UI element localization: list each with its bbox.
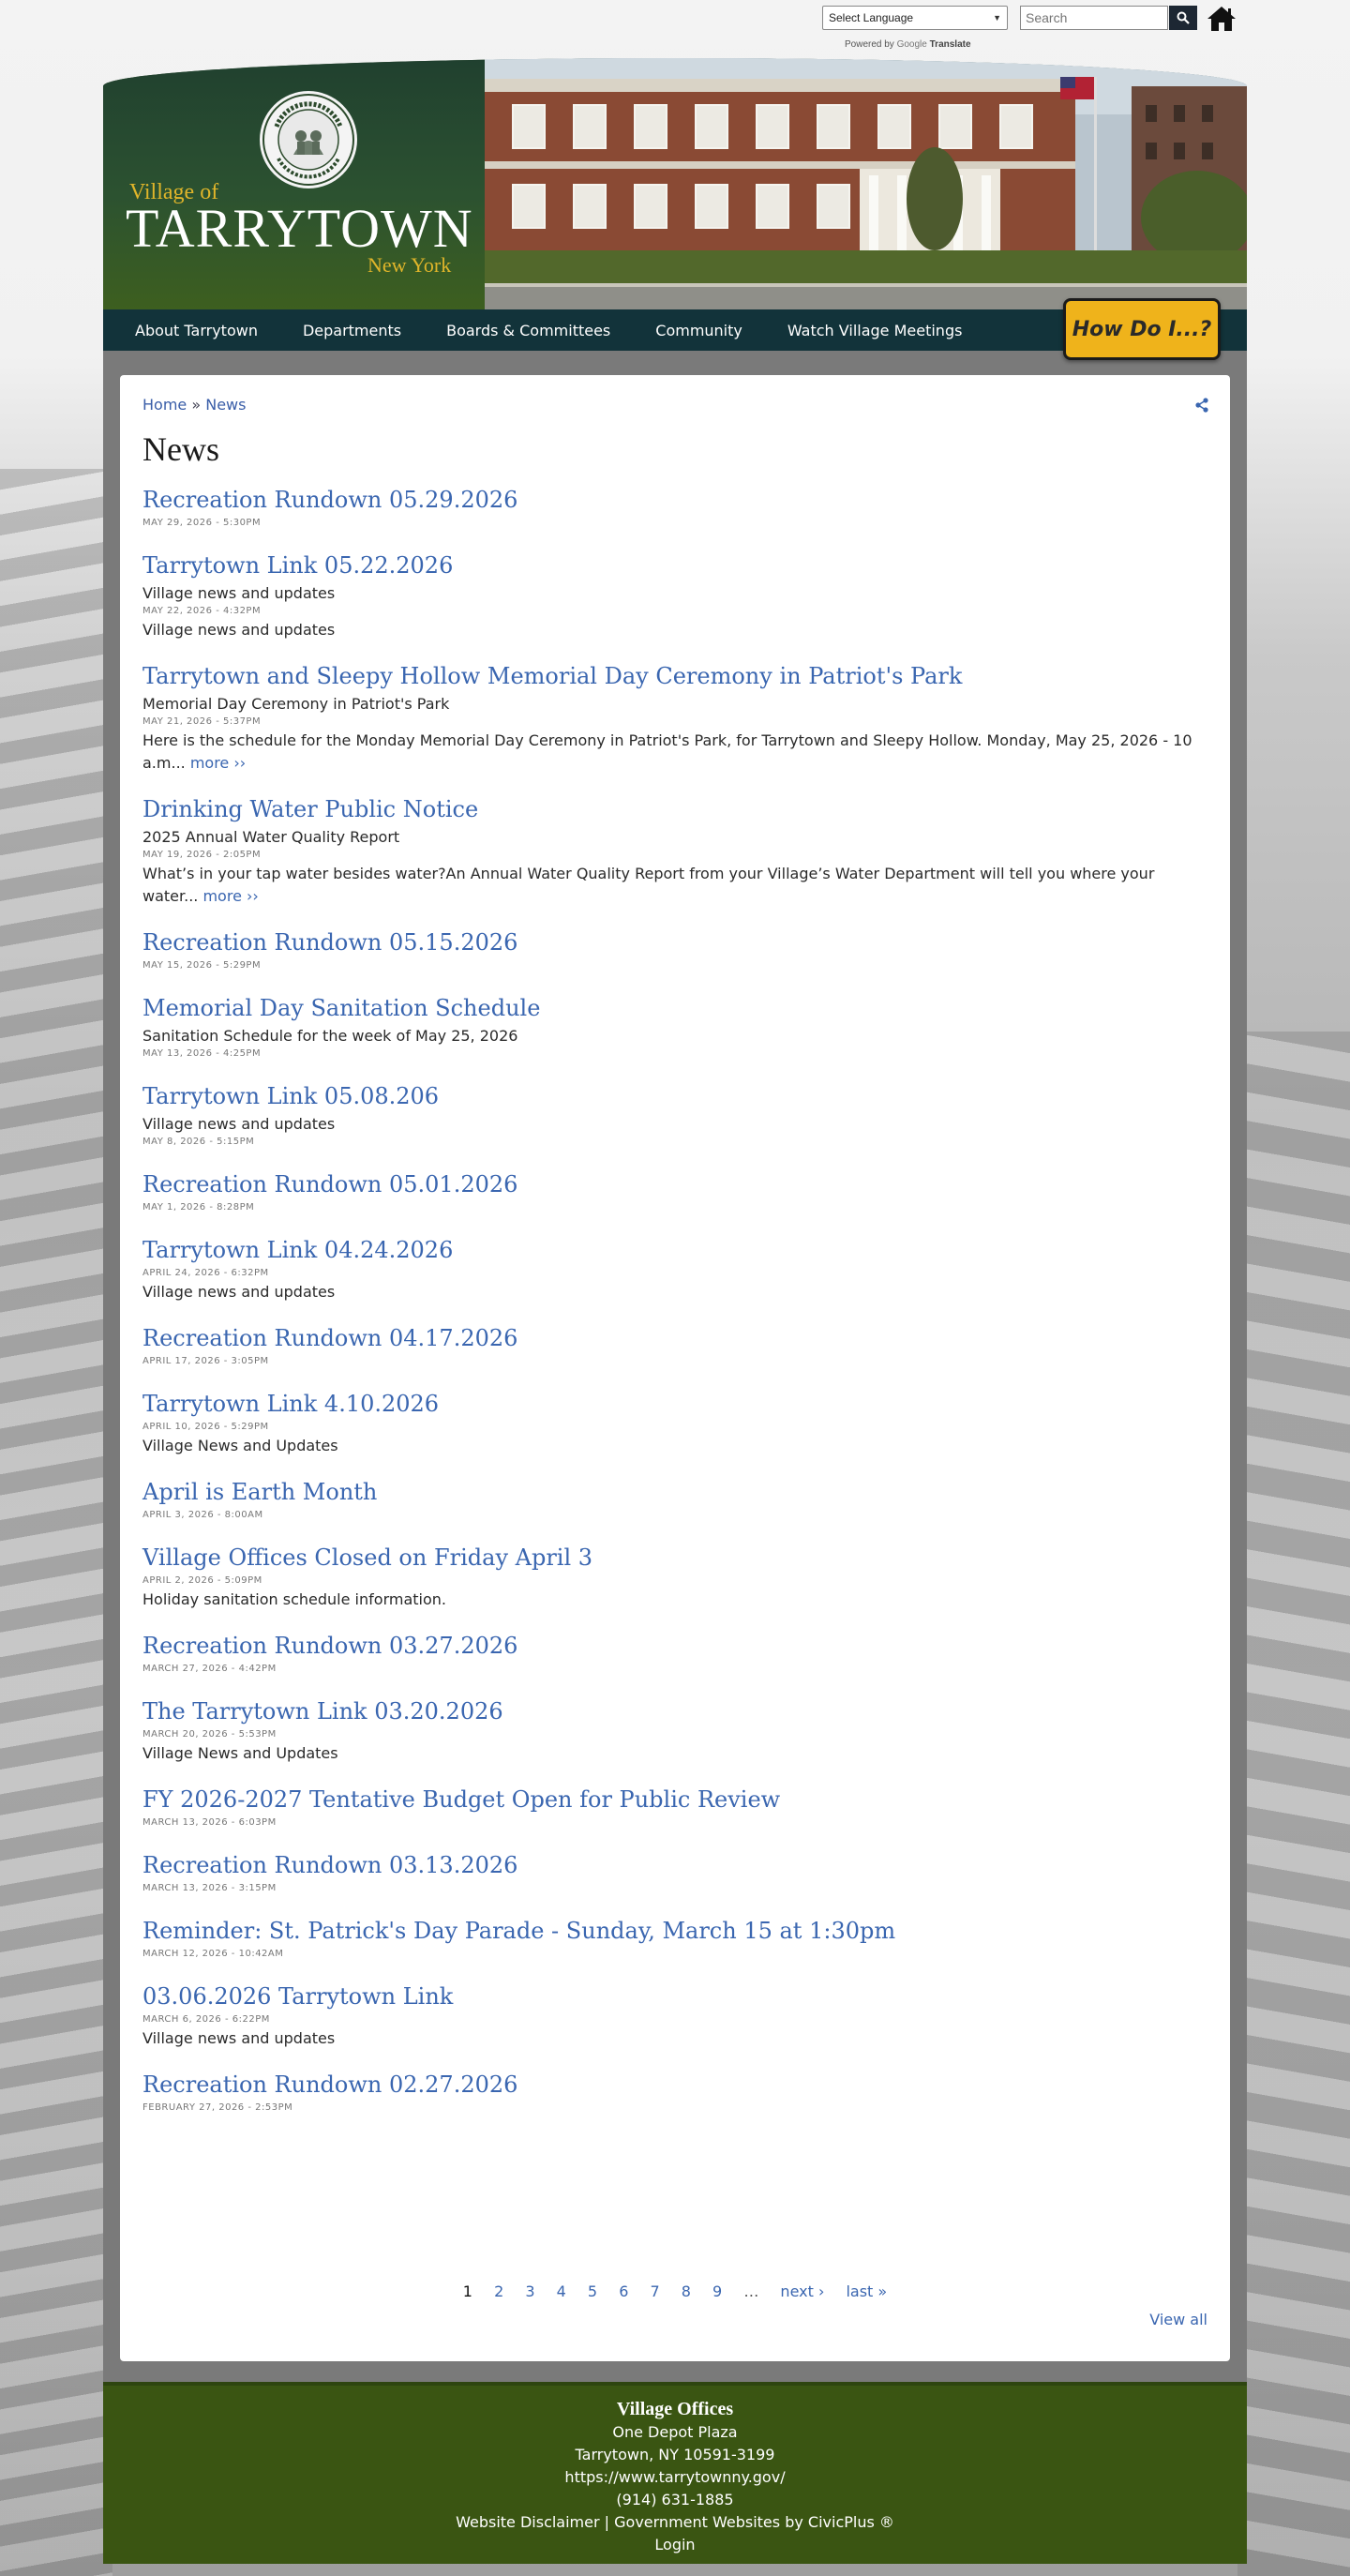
view-all-link[interactable]: View all xyxy=(1149,2311,1208,2328)
pager-last-link[interactable]: last » xyxy=(846,2282,888,2300)
news-item xyxy=(142,795,1208,908)
news-list xyxy=(142,486,1208,2136)
news-item xyxy=(142,1478,1208,1523)
pagination xyxy=(120,2282,1230,2300)
news-title-link[interactable]: Tarrytown Link 05.08.206 xyxy=(142,1083,440,1109)
how-do-i-button[interactable]: How Do I...? xyxy=(1063,298,1221,360)
language-select[interactable] xyxy=(822,6,1008,30)
news-description xyxy=(142,863,1208,908)
search-button[interactable] xyxy=(1169,6,1197,30)
news-title-link[interactable]: 03.06.2026 Tarrytown Link xyxy=(142,1983,454,2010)
nav-item-boards[interactable]: Boards & Committees xyxy=(446,321,611,339)
pager-page-link[interactable]: 7 xyxy=(650,2282,660,2300)
news-description: Village News and Updates xyxy=(142,1744,338,1762)
brand-state: New York xyxy=(368,253,452,277)
news-description: Holiday sanitation schedule information. xyxy=(142,1590,446,1608)
news-date: MAY 29, 2026 - 5:30PM xyxy=(142,518,262,528)
news-subtitle: Memorial Day Ceremony in Patriot's Park xyxy=(142,695,450,713)
news-date: MAY 13, 2026 - 4:25PM xyxy=(142,1048,262,1059)
news-item xyxy=(142,1697,1208,1765)
news-date: MARCH 13, 2026 - 6:03PM xyxy=(142,1817,277,1828)
footer-links[interactable]: Website Disclaimer | Government Websites by CivicPlus ® xyxy=(456,2513,894,2531)
news-item xyxy=(142,994,1208,1062)
news-item xyxy=(142,1982,1208,2050)
pager-page-link[interactable]: 4 xyxy=(556,2282,566,2300)
breadcrumb-current-link[interactable]: News xyxy=(205,396,247,414)
news-item xyxy=(142,1082,1208,1150)
footer-address-line2: Tarrytown, NY 10591-3199 xyxy=(575,2446,775,2463)
share-icon[interactable] xyxy=(1194,398,1209,413)
news-date: MARCH 13, 2026 - 3:15PM xyxy=(142,1883,277,1893)
news-title-link[interactable]: FY 2026-2027 Tentative Budget Open for Public Review xyxy=(142,1786,781,1813)
news-title-link[interactable]: Recreation Rundown 05.15.2026 xyxy=(142,929,518,956)
news-date: MARCH 27, 2026 - 4:42PM xyxy=(142,1664,277,1674)
search-icon xyxy=(1177,11,1190,24)
news-title-link[interactable]: Recreation Rundown 05.01.2026 xyxy=(142,1171,518,1198)
news-title-link[interactable]: Memorial Day Sanitation Schedule xyxy=(142,995,541,1021)
powered-by-label: Powered by xyxy=(845,39,894,50)
news-item xyxy=(142,2071,1208,2116)
nav-item-watch-meetings[interactable]: Watch Village Meetings xyxy=(787,321,963,339)
breadcrumb-separator: » xyxy=(191,396,202,414)
news-item xyxy=(142,486,1208,531)
village-seal-icon xyxy=(258,89,359,190)
news-subtitle: Sanitation Schedule for the week of May 25, 2026 xyxy=(142,1027,518,1045)
nav-item-community[interactable]: Community xyxy=(655,321,742,339)
news-item xyxy=(142,1390,1208,1457)
news-item xyxy=(142,1544,1208,1611)
news-subtitle: Village news and updates xyxy=(142,1115,336,1133)
news-item xyxy=(142,662,1208,775)
nav-item-departments[interactable]: Departments xyxy=(302,321,402,339)
pager-page-link[interactable]: 3 xyxy=(525,2282,535,2300)
pager-page-link[interactable]: 5 xyxy=(587,2282,598,2300)
news-date: MAY 22, 2026 - 4:32PM xyxy=(142,606,262,616)
news-description: Village news and updates xyxy=(142,621,336,639)
search-input[interactable] xyxy=(1020,6,1168,30)
footer-title: Village Offices xyxy=(616,2399,734,2419)
nav-item-about[interactable]: About Tarrytown xyxy=(135,321,258,339)
news-date: MAY 8, 2026 - 5:15PM xyxy=(142,1137,255,1147)
page-title: News xyxy=(142,430,219,468)
news-date: MAY 19, 2026 - 2:05PM xyxy=(142,850,262,860)
main-wrapper xyxy=(103,351,1247,2382)
news-title-link[interactable]: April is Earth Month xyxy=(142,1479,378,1505)
breadcrumb xyxy=(142,396,246,414)
news-title-link[interactable]: Recreation Rundown 03.13.2026 xyxy=(142,1852,518,1878)
news-date: MAY 15, 2026 - 5:29PM xyxy=(142,960,262,971)
news-title-link[interactable]: Reminder: St. Patrick's Day Parade - Sunday, March 15 at 1:30pm xyxy=(142,1918,896,1944)
news-title-link[interactable]: Tarrytown Link 4.10.2026 xyxy=(142,1391,440,1417)
news-item xyxy=(142,1851,1208,1896)
chevron-down-icon: ▼ xyxy=(993,13,1001,23)
news-item xyxy=(142,1324,1208,1369)
pager-page-link[interactable]: 2 xyxy=(494,2282,504,2300)
news-description xyxy=(142,730,1208,775)
brand-village-of: Village of xyxy=(129,180,219,204)
news-title-link[interactable]: Drinking Water Public Notice xyxy=(142,796,479,822)
site-footer xyxy=(103,2382,1247,2564)
news-date: FEBRUARY 27, 2026 - 2:53PM xyxy=(142,2102,293,2113)
news-date: MARCH 12, 2026 - 10:42AM xyxy=(142,1949,284,1959)
news-title-link[interactable]: Recreation Rundown 05.29.2026 xyxy=(142,487,518,513)
brand-name: TARRYTOWN xyxy=(126,198,473,259)
footer-phone: (914) 631-1885 xyxy=(616,2491,734,2508)
breadcrumb-home-link[interactable]: Home xyxy=(142,396,188,414)
news-date: APRIL 10, 2026 - 5:29PM xyxy=(142,1422,269,1432)
news-subtitle: 2025 Annual Water Quality Report xyxy=(142,828,400,846)
news-title-link[interactable]: Recreation Rundown 02.27.2026 xyxy=(142,2071,518,2098)
google-label: Google xyxy=(896,39,927,50)
utility-bar xyxy=(822,6,1347,54)
home-icon xyxy=(1206,4,1238,34)
pager-page-link[interactable]: 6 xyxy=(619,2282,629,2300)
news-description: Village news and updates xyxy=(142,1283,336,1301)
news-more-link[interactable]: more ›› xyxy=(202,887,259,905)
footer-address-line1: One Depot Plaza xyxy=(612,2423,738,2441)
news-more-link[interactable]: more ›› xyxy=(189,754,247,772)
news-description: Village News and Updates xyxy=(142,1437,338,1454)
news-title-link[interactable]: Village Offices Closed on Friday April 3 xyxy=(142,1544,593,1571)
pager-page-link[interactable]: 8 xyxy=(681,2282,691,2300)
village-hall-illustration xyxy=(485,58,1247,309)
home-button[interactable] xyxy=(1206,4,1238,34)
pager-next-link[interactable]: next › xyxy=(780,2282,825,2300)
footer-login-link[interactable]: Login xyxy=(654,2536,696,2553)
pager-page-link[interactable]: 9 xyxy=(712,2282,723,2300)
news-item xyxy=(142,551,1208,641)
news-description: Village news and updates xyxy=(142,2029,336,2047)
news-item xyxy=(142,1236,1208,1303)
site-header xyxy=(103,58,1247,309)
google-translate-credit xyxy=(845,39,971,50)
news-title-link[interactable]: Recreation Rundown 03.27.2026 xyxy=(142,1633,518,1659)
content-panel xyxy=(120,375,1230,2361)
site-logo[interactable] xyxy=(103,58,485,309)
news-date: APRIL 2, 2026 - 5:09PM xyxy=(142,1575,262,1586)
news-title-link[interactable]: Tarrytown Link 05.22.2026 xyxy=(142,552,454,579)
news-date: APRIL 3, 2026 - 8:00AM xyxy=(142,1510,263,1520)
news-date: MAY 21, 2026 - 5:37PM xyxy=(142,716,262,727)
footer-website-link[interactable]: https://www.tarrytownny.gov/ xyxy=(564,2468,786,2486)
header-photo-village-hall xyxy=(485,58,1247,309)
news-description-text: Here is the schedule for the Monday Memorial Day Ceremony in Patriot's Park, for Tarrytown and Sleepy Hollow. Monday, May 25, 2026 - 10 a.m... xyxy=(142,731,1192,772)
news-item xyxy=(142,928,1208,973)
news-description-text: What’s in your tap water besides water?An Annual Water Quality Report from your Village’s Water Department will tell you where your water... xyxy=(142,865,1155,905)
news-title-link[interactable]: Recreation Rundown 04.17.2026 xyxy=(142,1325,518,1351)
pager-current-page: 1 xyxy=(462,2282,472,2300)
news-subtitle: Village news and updates xyxy=(142,584,336,602)
news-item xyxy=(142,1785,1208,1830)
pager-ellipsis: … xyxy=(743,2282,759,2300)
news-date: APRIL 24, 2026 - 6:32PM xyxy=(142,1268,269,1278)
news-title-link[interactable]: Tarrytown and Sleepy Hollow Memorial Day Ceremony in Patriot's Park xyxy=(142,663,963,689)
news-item xyxy=(142,1632,1208,1677)
news-date: MAY 1, 2026 - 8:28PM xyxy=(142,1202,255,1213)
news-item xyxy=(142,1917,1208,1962)
news-date: MARCH 6, 2026 - 6:22PM xyxy=(142,2014,270,2025)
news-date: MARCH 20, 2026 - 5:53PM xyxy=(142,1729,277,1740)
translate-link[interactable]: Translate xyxy=(929,39,971,50)
news-title-link[interactable]: Tarrytown Link 04.24.2026 xyxy=(142,1237,454,1263)
news-item xyxy=(142,1170,1208,1215)
news-title-link[interactable]: The Tarrytown Link 03.20.2026 xyxy=(142,1698,503,1725)
language-select-label: Select Language xyxy=(829,11,914,24)
news-date: APRIL 17, 2026 - 3:05PM xyxy=(142,1356,269,1366)
